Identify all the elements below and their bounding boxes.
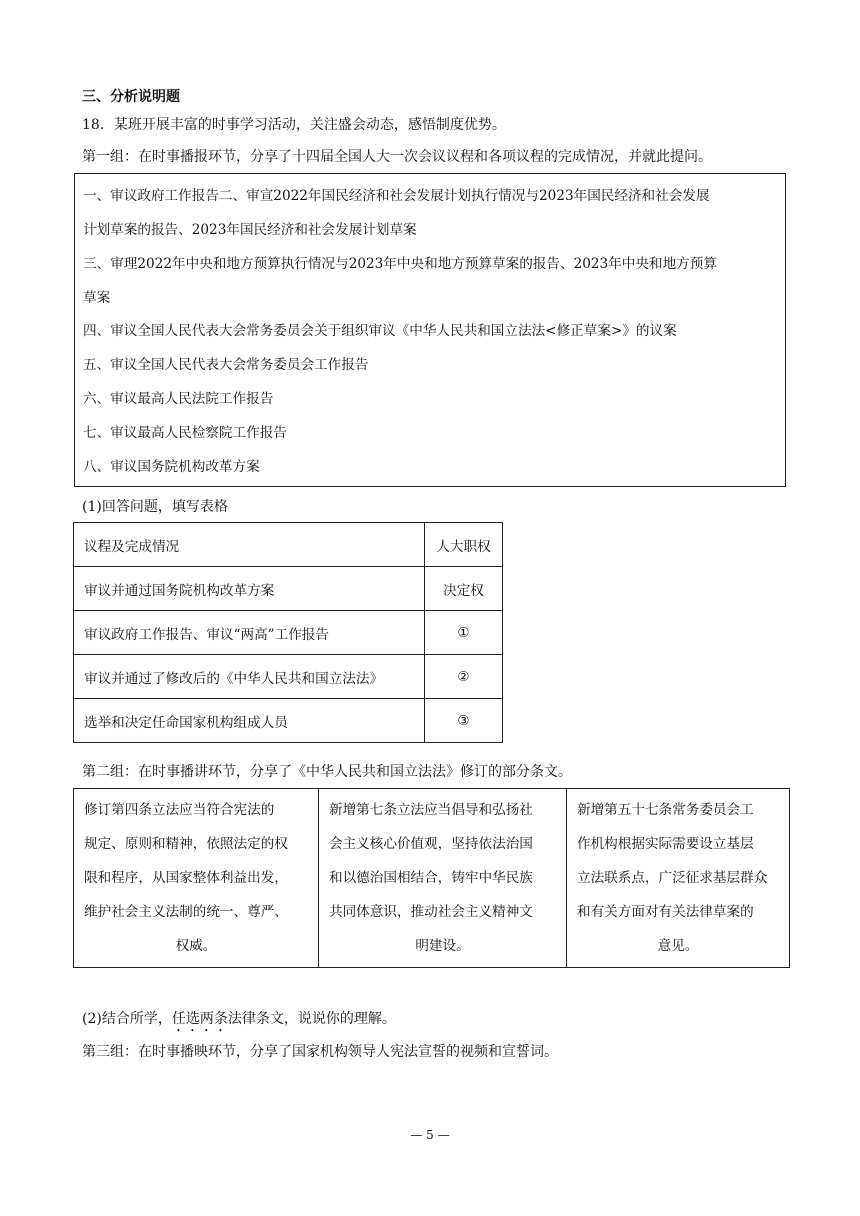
- article-line: 权威。: [175, 938, 217, 954]
- article-line: 和有关方面对有关法律草案的: [577, 904, 754, 920]
- q1-label: (1)回答问题，填写表格: [82, 499, 228, 515]
- law-article-7: [319, 789, 567, 968]
- agenda-line: 一、审议政府工作报告二、审宣2022年国民经济和社会发展计划执行情况与2023年国民经济和社会发展: [83, 188, 710, 204]
- article-line: 和以德治国相结合，铸牢中华民族: [329, 870, 533, 886]
- power-cell: ①: [425, 611, 503, 655]
- group3-intro: 第三组：在时事播映环节，分享了国家机构领导人宪法宣誓的视频和宣誓词。: [82, 1044, 558, 1060]
- agenda-cell: 审议政府工作报告、审议“两高”工作报告: [74, 611, 425, 655]
- agenda-cell: 选举和决定任命国家机构组成人员: [74, 699, 425, 743]
- q2-emphasis: 任选两条: [171, 1011, 228, 1027]
- law-article-4: [74, 789, 319, 968]
- agenda-line: 计划草案的报告、2023年国民经济和社会发展计划草案: [83, 222, 417, 238]
- law-articles-table: [73, 788, 790, 968]
- question-stem: 18．某班开展丰富的时事学习活动，关注盛会动态，感悟制度优势。: [82, 117, 506, 133]
- q2-prefix: (2)结合所学，: [82, 1011, 172, 1027]
- law-row: [74, 789, 790, 968]
- article-line: 明建设。: [415, 938, 470, 954]
- agenda-cell: 审议并通过了修改后的《中华人民共和国立法法》: [74, 655, 425, 699]
- page-number: — 5 —: [410, 1128, 450, 1142]
- article-line: 立法联系点，广泛征求基层群众: [577, 870, 768, 886]
- agenda-line: 三、审理2022年中央和地方预算执行情况与2023年中央和地方预算草案的报告、2023年中央和地方预算: [83, 256, 717, 272]
- article-line: 维护社会主义法制的统一、尊严、: [84, 904, 288, 920]
- power-cell: ②: [425, 655, 503, 699]
- agenda-line: 五、审议全国人民代表大会常务委员会工作报告: [83, 357, 369, 373]
- group2-intro: 第二组：在时事播讲环节，分享了《中华人民共和国立法法》修订的部分条文。: [82, 764, 572, 780]
- table-row: [74, 611, 503, 655]
- header-power: 人大职权: [425, 523, 503, 567]
- power-cell: 决定权: [425, 567, 503, 611]
- q2-prompt: [82, 1009, 396, 1035]
- table-row: [74, 699, 503, 743]
- article-line: 意见。: [657, 938, 699, 954]
- article-line: 限和程序，从国家整体利益出发，: [84, 870, 288, 886]
- q2-suffix: 法律条文，说说你的理解。: [227, 1011, 396, 1027]
- law-article-57: [567, 789, 790, 968]
- agenda-line: 草案: [83, 290, 111, 306]
- article-line: 作机构根据实际需要设立基层: [577, 836, 754, 852]
- article-line: 新增第五十七条常务委员会工: [577, 802, 754, 818]
- powers-table: [73, 522, 503, 743]
- table-row: [74, 567, 503, 611]
- group1-intro: 第一组：在时事播报环节，分享了十四届全国人大一次会议议程和各项议程的完成情况，并就此提问。: [82, 149, 712, 165]
- article-line: 新增第七条立法应当倡导和弘扬社: [329, 802, 533, 818]
- article-line: 会主义核心价值观，坚持依法治国: [329, 836, 533, 852]
- header-agenda: 议程及完成情况: [74, 523, 425, 567]
- agenda-line: 六、审议最高人民法院工作报告: [83, 391, 274, 407]
- agenda-line: 四、审议全国人民代表大会常务委员会关于组织审议《中华人民共和国立法法<修正草案>》的议案: [83, 323, 677, 339]
- table-header-row: [74, 523, 503, 567]
- agenda-cell: 审议并通过国务院机构改革方案: [74, 567, 425, 611]
- table-row: [74, 655, 503, 699]
- article-line: 修订第四条立法应当符合宪法的: [84, 802, 275, 818]
- agenda-line: 七、审议最高人民检察院工作报告: [83, 425, 287, 441]
- article-line: 共同体意识，推动社会主义精神文: [329, 904, 533, 920]
- section-title: 三、分析说明题: [82, 89, 180, 105]
- agenda-box: [74, 173, 786, 487]
- power-cell: ③: [425, 699, 503, 743]
- agenda-line: 八、审议国务院机构改革方案: [83, 459, 260, 475]
- article-line: 规定、原则和精神，依照法定的权: [84, 836, 288, 852]
